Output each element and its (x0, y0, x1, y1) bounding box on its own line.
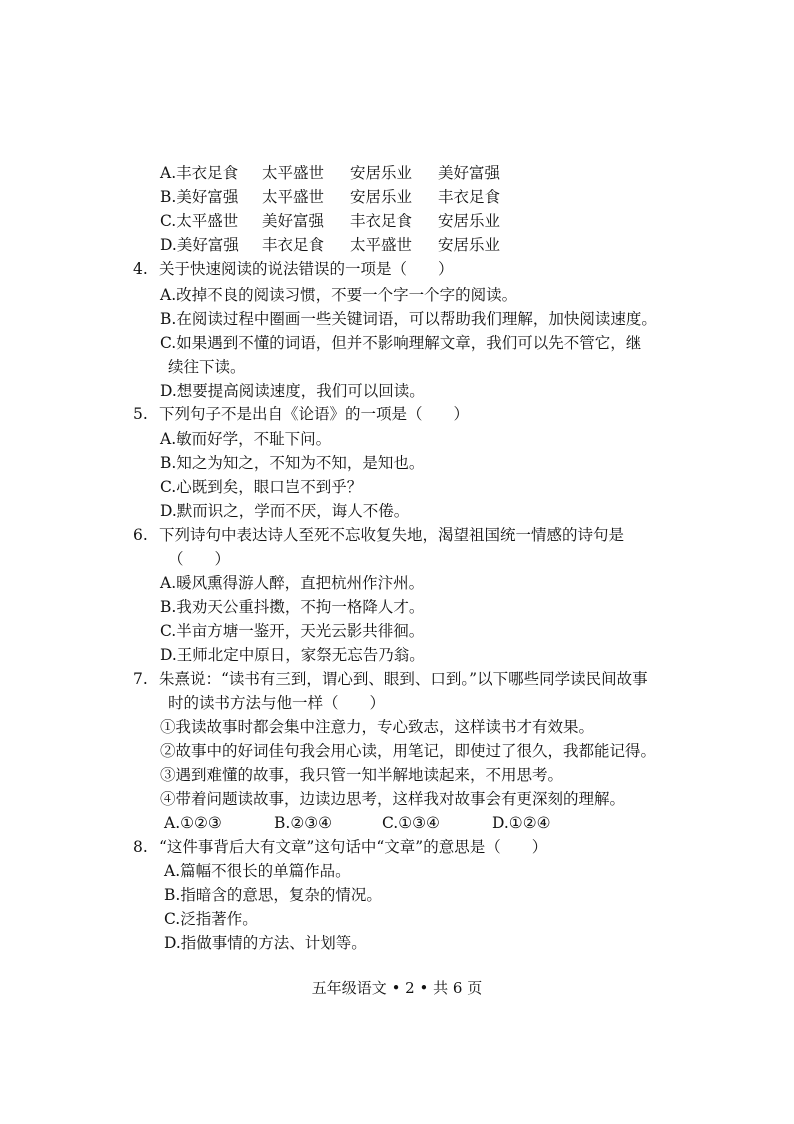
q7-stem (133, 668, 648, 690)
page-footer: 五年级语文 • 2 • 共 6 页 (311, 979, 483, 997)
option-item: 丰衣足食 (350, 212, 413, 230)
q6-stem-continued: （ ） (168, 550, 231, 568)
q4-option-a: A.改掉不良的阅读习惯，不要一个字一个字的阅读。 (160, 286, 518, 304)
question-number: 7. (133, 670, 148, 688)
q5-option-b: B.知之为知之，不知为不知，是知也。 (160, 454, 425, 472)
q3-option-b (160, 186, 528, 208)
q4-stem (133, 258, 454, 280)
q8-stem (133, 836, 547, 858)
option-item: 安居乐业 (438, 212, 501, 230)
choice-c: C.①③④ (382, 814, 440, 832)
option-item: 安居乐业 (438, 236, 501, 254)
question-number: 6. (133, 526, 148, 544)
option-item: 太平盛世 (262, 164, 325, 182)
q4-option-c-continued: 续往下读。 (168, 358, 246, 376)
q6-option-c: C.半亩方塘一鉴开，天光云影共徘徊。 (160, 622, 425, 640)
q5-option-c: C.心既到矣，眼口岂不到乎？ (160, 478, 363, 496)
question-text: 朱熹说：“读书有三到，谓心到、眼到、口到。”以下哪些同学读民间故事 (159, 670, 648, 688)
option-label: D. (160, 236, 177, 254)
q5-option-d: D.默而识之，学而不厌，诲人不倦。 (160, 502, 410, 520)
q3-option-a (160, 162, 528, 184)
question-number: 8. (133, 838, 148, 856)
option-item: 安居乐业 (350, 188, 413, 206)
choice-b: B.②③④ (274, 814, 333, 832)
option-label: B. (160, 188, 177, 206)
choice-d: D.①②④ (492, 814, 551, 832)
option-item: 美好富强 (176, 188, 239, 206)
q6-option-a: A.暖风熏得游人醉，直把杭州作汴州。 (160, 574, 425, 592)
q7-choices (164, 812, 551, 834)
question-text: 下列句子不是出自《论语》的一项是（ ） (159, 405, 470, 423)
q6-option-d: D.王师北定中原日，家祭无忘告乃翁。 (160, 646, 425, 664)
question-number: 4. (133, 260, 148, 278)
q6-option-b: B.我劝天公重抖擞，不拘一格降人才。 (160, 598, 425, 616)
q8-option-a: A.篇幅不很长的单篇作品。 (164, 862, 351, 880)
option-item: 太平盛世 (262, 188, 325, 206)
q5-stem (133, 403, 469, 425)
q7-item-2: ②故事中的好词佳句我会用心读，用笔记，即使过了很久，我都能记得。 (160, 742, 657, 760)
option-item: 美好富强 (438, 164, 501, 182)
question-text: “这件事背后大有文章”这句话中“文章”的意思是（ ） (159, 838, 548, 856)
q8-option-b: B.指暗含的意思，复杂的情况。 (164, 886, 382, 904)
option-label: C. (160, 212, 177, 230)
q5-option-a: A.敏而好学，不耻下问。 (160, 430, 332, 448)
option-item: 太平盛世 (350, 236, 413, 254)
choice-a: A.①②③ (164, 814, 222, 832)
q8-option-c: C.泛指著作。 (164, 910, 258, 928)
q7-item-4: ④带着问题读故事，边读边思考，这样我对故事会有更深刻的理解。 (160, 790, 626, 808)
option-item: 美好富强 (262, 212, 325, 230)
option-item: 太平盛世 (176, 212, 239, 230)
option-item: 丰衣足食 (262, 236, 325, 254)
question-number: 5. (133, 405, 148, 423)
q4-option-d: D.想要提高阅读速度，我们可以回读。 (160, 382, 425, 400)
q3-option-c (160, 210, 528, 232)
q7-stem-continued: 时的读书方法与他一样（ ） (168, 694, 386, 712)
q6-stem (133, 524, 624, 546)
option-item: 丰衣足食 (438, 188, 501, 206)
question-text: 下列诗句中表达诗人至死不忘收复失地，渴望祖国统一情感的诗句是 (159, 526, 625, 544)
option-item: 安居乐业 (350, 164, 413, 182)
q7-item-3: ③遇到难懂的故事，我只管一知半解地读起来，不用思考。 (160, 766, 564, 784)
question-text: 关于快速阅读的说法错误的一项是（ ） (159, 260, 454, 278)
option-item: 美好富强 (176, 236, 239, 254)
option-label: A. (160, 164, 177, 182)
q4-option-c: C.如果遇到不懂的词语，但并不影响理解文章，我们可以先不管它，继 (160, 334, 642, 352)
q8-option-d: D.指做事情的方法、计划等。 (164, 934, 367, 952)
q4-option-b: B.在阅读过程中圈画一些关键词语，可以帮助我们理解，加快阅读速度。 (160, 310, 657, 328)
q7-item-1: ①我读故事时都会集中注意力，专心致志，这样读书才有效果。 (160, 718, 595, 736)
option-item: 丰衣足食 (176, 164, 239, 182)
q3-option-d (160, 234, 528, 256)
